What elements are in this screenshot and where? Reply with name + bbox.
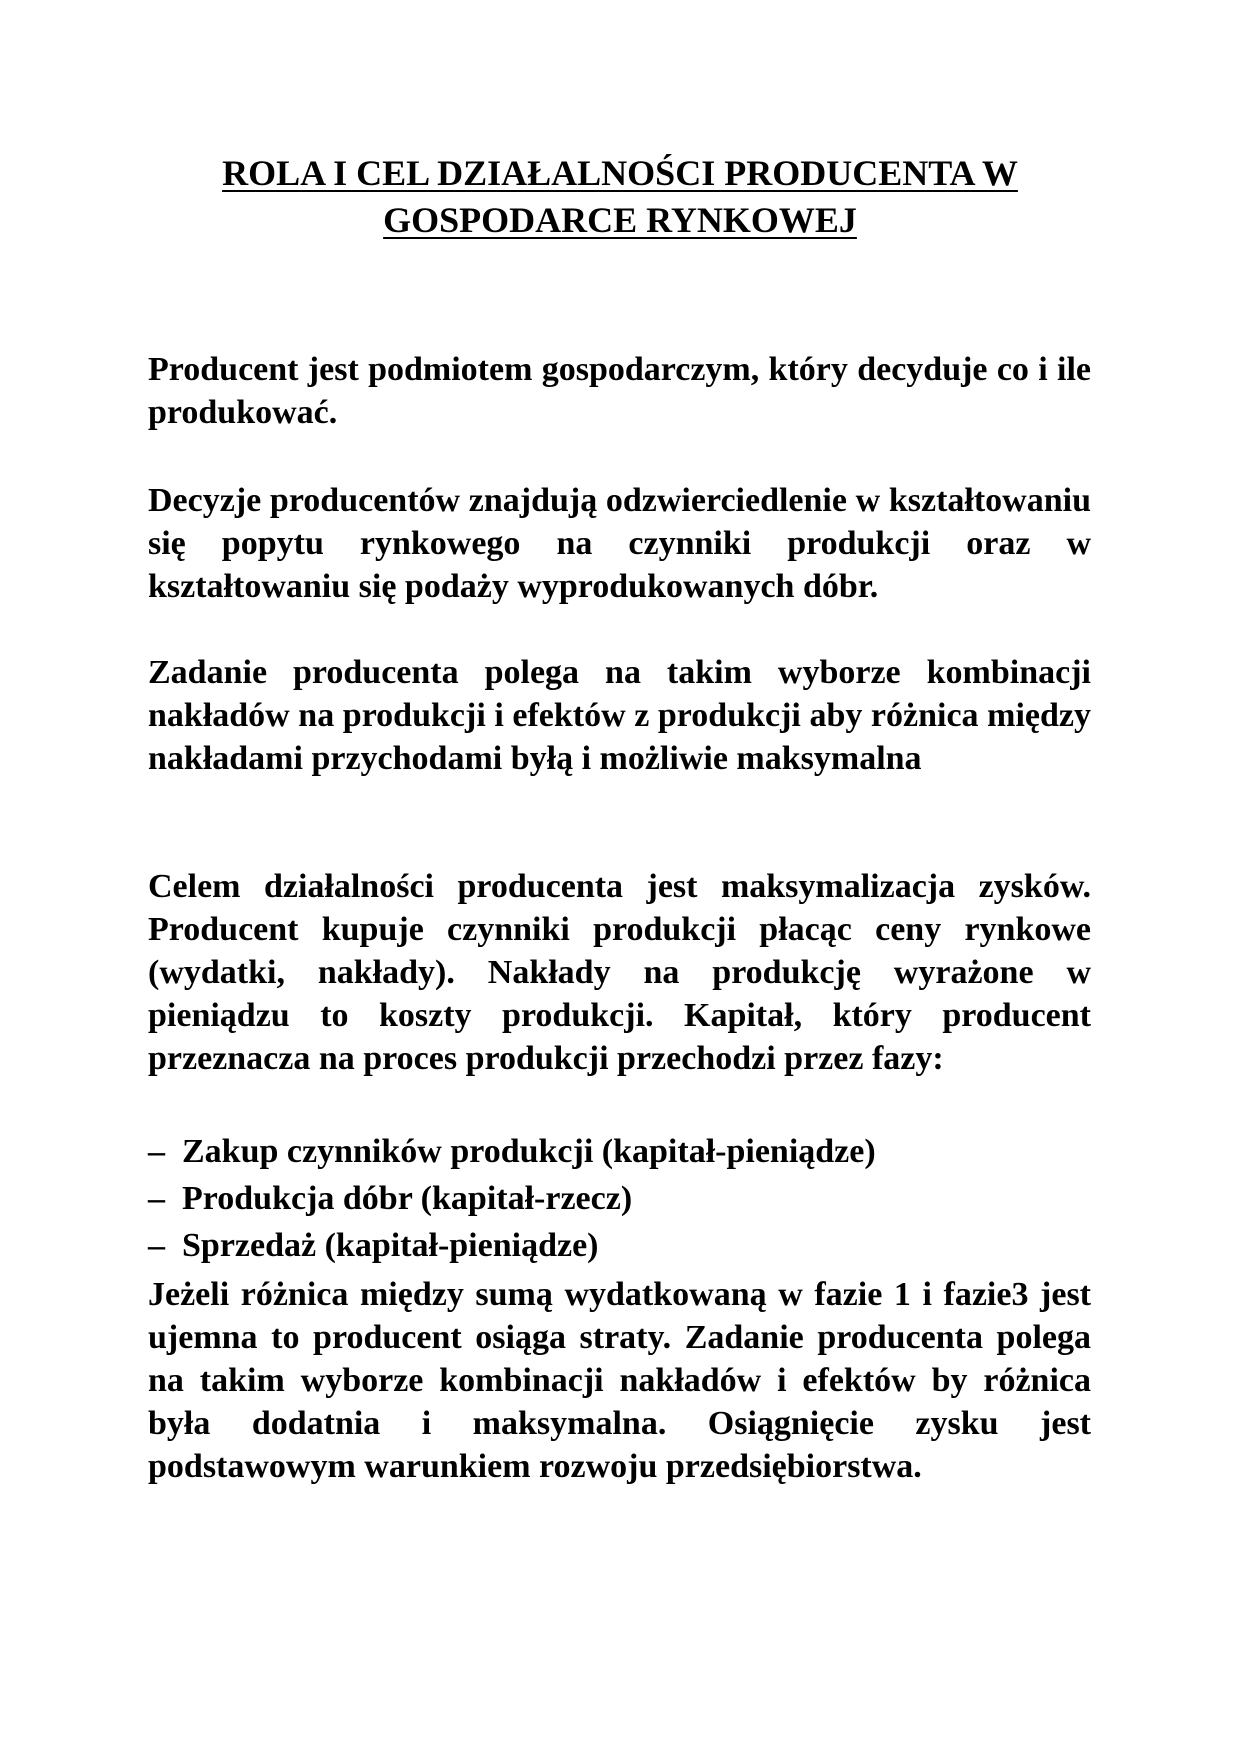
paragraph-producer-task: Zadanie producenta polega na takim wyborze kombinacji nakładów na produkcji i efektów z produkcji aby różnica między nakładami przychodami byłą i możliwie maksymalna xyxy=(148,654,1091,777)
list-item xyxy=(148,1222,1091,1269)
phase-label: Sprzedaż (kapitał-pieniądze) xyxy=(182,1227,599,1264)
document-title xyxy=(140,150,1100,244)
paragraph-producer-definition: Producent jest podmiotem gospodarczym, który decyduje co i ile produkować. xyxy=(148,351,1091,431)
phase-label: Produkcja dóbr (kapitał-rzecz) xyxy=(182,1180,633,1217)
dash-bullet: – xyxy=(148,1180,165,1217)
list-item xyxy=(148,1128,1091,1175)
paragraph-producer-goal: Celem działalności producenta jest maksymalizacja zysków. Producent kupuje czynniki produkcji płacąc ceny rynkowe (wydatki, nakłady). Nakłady na produkcję wyrażone w pieniądzu to koszty produkcji. Kapitał, który producent przeznacza na proces produkcji przechodzi przez fazy: xyxy=(148,868,1091,1077)
phase-label: Zakup czynników produkcji (kapitał-pieniądze) xyxy=(182,1133,876,1170)
title-line-2: GOSPODARCE RYNKOWEJ xyxy=(383,200,857,240)
list-item xyxy=(148,1175,1091,1222)
paragraph-profit-conclusion: Jeżeli różnica między sumą wydatkowaną w fazie 1 i fazie3 jest ujemna to producent osiąga straty. Zadanie producenta polega na takim wyborze kombinacji nakładów i efektów by różnica była dodatnia i maksymalna. Osiągnięcie zysku jest podstawowym warunkiem rozwoju przedsiębiorstwa. xyxy=(148,1276,1091,1485)
dash-bullet: – xyxy=(148,1133,165,1170)
title-line-1: ROLA I CEL DZIAŁALNOŚCI PRODUCENTA W xyxy=(222,153,1018,193)
dash-bullet: – xyxy=(148,1227,165,1264)
paragraph-producer-decisions: Decyzje producentów znajdują odzwierciedlenie w kształtowaniu się popytu rynkowego na czynniki produkcji oraz w kształtowaniu się podaży wyprodukowanych dóbr. xyxy=(148,482,1091,605)
phases-list xyxy=(148,1128,1091,1269)
